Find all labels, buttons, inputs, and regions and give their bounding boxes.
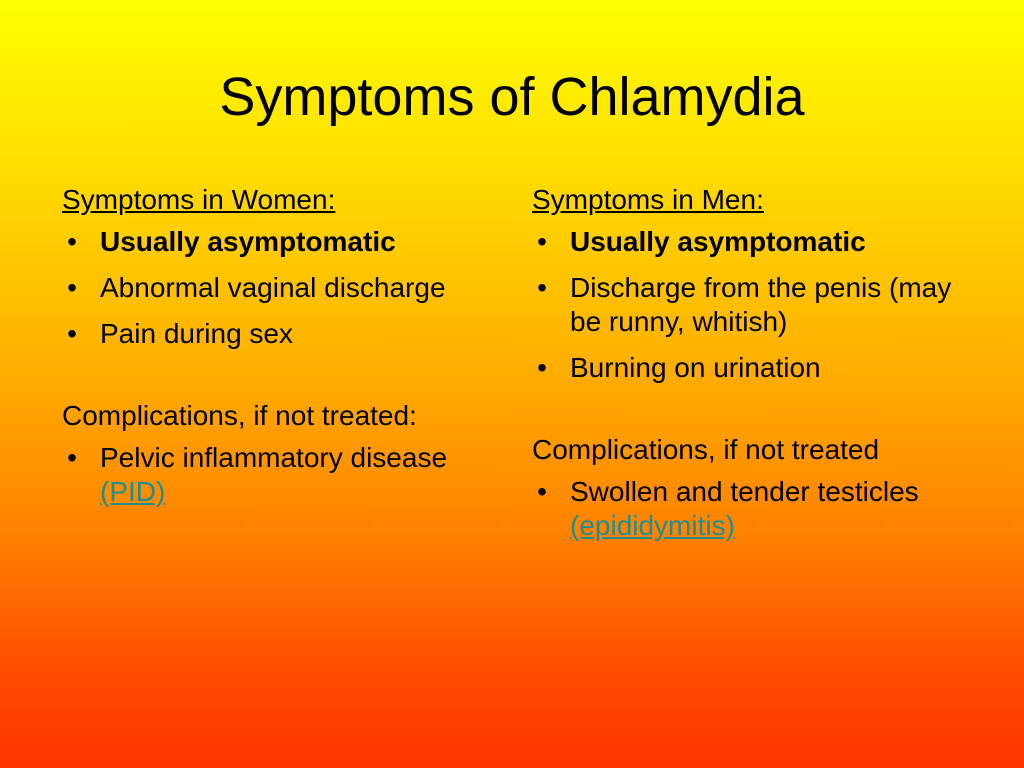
- women-complications-heading: Complications, if not treated:: [62, 400, 417, 431]
- women-symptom-1: Usually asymptomatic: [100, 226, 396, 257]
- men-symptoms-list: [532, 225, 972, 385]
- men-symptom-1: Usually asymptomatic: [570, 226, 866, 257]
- list-item: [62, 317, 482, 351]
- women-heading: Symptoms in Women:: [62, 184, 336, 215]
- pid-link[interactable]: (PID): [100, 476, 166, 507]
- men-column: [532, 183, 972, 555]
- list-item: [532, 225, 972, 259]
- women-symptoms-list: [62, 225, 482, 351]
- women-symptom-3: Pain during sex: [100, 318, 294, 349]
- men-heading: Symptoms in Men:: [532, 184, 764, 215]
- list-item: [532, 475, 972, 543]
- epididymitis-link[interactable]: (epididymitis): [570, 510, 735, 541]
- men-complications-list: [532, 475, 972, 543]
- women-complication-text: Pelvic inflammatory disease: [100, 442, 448, 473]
- bullet-icon: •: [537, 272, 547, 303]
- bullet-icon: •: [67, 442, 77, 473]
- bullet-icon: •: [537, 226, 547, 257]
- bullet-icon: •: [67, 272, 77, 303]
- slide-title: Symptoms of Chlamydia: [219, 67, 805, 127]
- list-item: [62, 441, 482, 509]
- men-symptom-3: Burning on urination: [570, 352, 821, 383]
- bullet-icon: •: [537, 352, 547, 383]
- women-complications-list: [62, 441, 482, 509]
- bullet-icon: •: [537, 476, 547, 507]
- men-symptom-2: Discharge from the penis (may be runny, whitish): [570, 272, 952, 337]
- list-item: [532, 271, 972, 339]
- women-column: [62, 183, 482, 521]
- bullet-icon: •: [67, 226, 77, 257]
- men-complications-heading: Complications, if not treated: [532, 434, 880, 465]
- men-complication-text: Swollen and tender testicles: [570, 476, 919, 507]
- list-item: [62, 271, 482, 305]
- list-item: [532, 351, 972, 385]
- bullet-icon: •: [67, 318, 77, 349]
- women-symptom-2: Abnormal vaginal discharge: [100, 272, 446, 303]
- list-item: [62, 225, 482, 259]
